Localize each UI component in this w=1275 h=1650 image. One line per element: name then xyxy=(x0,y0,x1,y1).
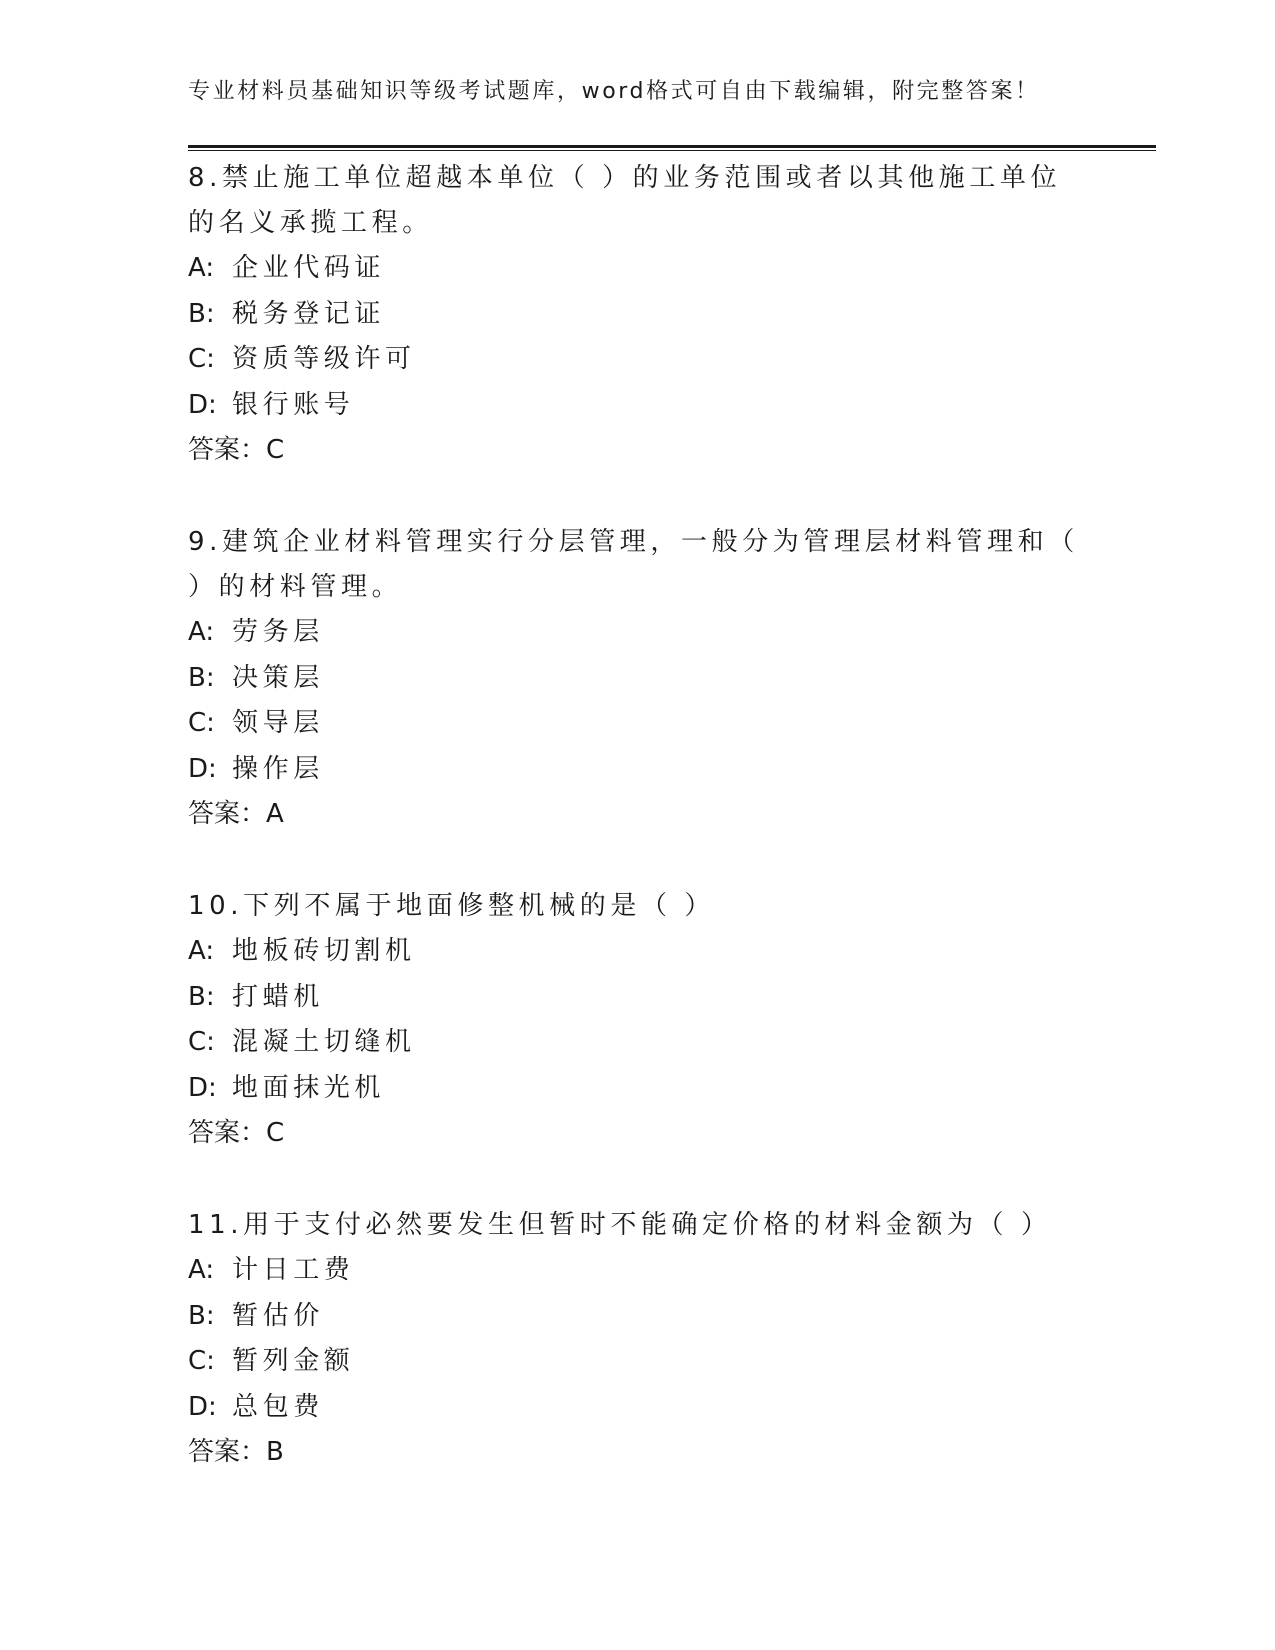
answer-value: B xyxy=(266,1437,284,1467)
answer-label: 答案： xyxy=(188,435,267,465)
question-9 xyxy=(188,520,1088,838)
question-stem: 11.用于支付必然要发生但暂时不能确定价格的材料金额为（ ） xyxy=(188,1210,1052,1240)
option-text: 计日工费 xyxy=(232,1255,355,1285)
question-stem: 8.禁止施工单位超越本单位（ ）的业务范围或者以其他施工单位的名义承揽工程。 xyxy=(188,163,1062,238)
answer xyxy=(188,1111,1088,1157)
option-text: 领导层 xyxy=(232,708,324,738)
option-key: A: xyxy=(188,253,215,283)
option-text: 决策层 xyxy=(232,662,324,693)
option-c xyxy=(188,701,1088,747)
option-c xyxy=(188,1020,1088,1066)
answer xyxy=(188,1430,1088,1476)
option-a xyxy=(188,929,1088,975)
option-a xyxy=(188,1248,1088,1294)
answer-value: A xyxy=(266,799,284,829)
option-a xyxy=(188,610,1088,656)
option-key: C: xyxy=(188,344,215,374)
document-header: 专业材料员基础知识等级考试题库，word格式可自由下载编辑，附完整答案！ xyxy=(188,79,1040,104)
question-8 xyxy=(188,156,1088,474)
option-key: D: xyxy=(188,1391,217,1422)
option-key: C: xyxy=(188,1346,215,1376)
option-text: 税务登记证 xyxy=(232,298,386,329)
answer-label: 答案： xyxy=(188,1437,267,1467)
option-b xyxy=(188,1294,1088,1340)
option-key: B: xyxy=(188,981,215,1012)
option-text: 地板砖切割机 xyxy=(232,936,416,966)
option-a xyxy=(188,246,1088,292)
option-key: C: xyxy=(188,1027,215,1057)
answer-value: C xyxy=(266,435,285,465)
option-key: D: xyxy=(188,389,217,420)
option-text: 总包费 xyxy=(232,1391,324,1422)
option-key: A: xyxy=(188,936,215,966)
option-d xyxy=(188,747,1088,793)
header-rule-thin xyxy=(188,150,1156,151)
answer-label: 答案： xyxy=(188,799,267,829)
option-text: 地面抹光机 xyxy=(232,1072,386,1103)
option-key: B: xyxy=(188,298,215,329)
option-key: A: xyxy=(188,617,215,647)
question-stem: 10.下列不属于地面修整机械的是（ ） xyxy=(188,891,716,921)
option-key: D: xyxy=(188,753,217,784)
question-10 xyxy=(188,884,1088,1157)
option-key: B: xyxy=(188,662,215,693)
option-text: 暂估价 xyxy=(232,1300,324,1331)
option-text: 混凝土切缝机 xyxy=(232,1027,416,1057)
answer xyxy=(188,428,1088,474)
question-11 xyxy=(188,1203,1088,1476)
answer xyxy=(188,792,1088,838)
option-c xyxy=(188,337,1088,383)
option-text: 劳务层 xyxy=(232,617,324,647)
option-b xyxy=(188,975,1088,1021)
header-rule-thick xyxy=(188,145,1156,148)
option-key: C: xyxy=(188,708,215,738)
option-text: 资质等级许可 xyxy=(232,344,416,374)
option-key: D: xyxy=(188,1072,217,1103)
option-d xyxy=(188,1385,1088,1431)
option-text: 企业代码证 xyxy=(232,253,386,283)
option-text: 操作层 xyxy=(232,753,324,784)
option-text: 打蜡机 xyxy=(232,981,324,1012)
option-key: B: xyxy=(188,1300,215,1331)
answer-value: C xyxy=(266,1118,285,1148)
option-b xyxy=(188,292,1088,338)
option-text: 银行账号 xyxy=(232,389,355,420)
option-d xyxy=(188,383,1088,429)
option-b xyxy=(188,656,1088,702)
option-key: A: xyxy=(188,1255,215,1285)
option-text: 暂列金额 xyxy=(232,1346,355,1376)
option-c xyxy=(188,1339,1088,1385)
question-stem: 9.建筑企业材料管理实行分层管理，一般分为管理层材料管理和（ ）的材料管理。 xyxy=(188,527,1079,602)
option-d xyxy=(188,1066,1088,1112)
answer-label: 答案： xyxy=(188,1118,267,1148)
